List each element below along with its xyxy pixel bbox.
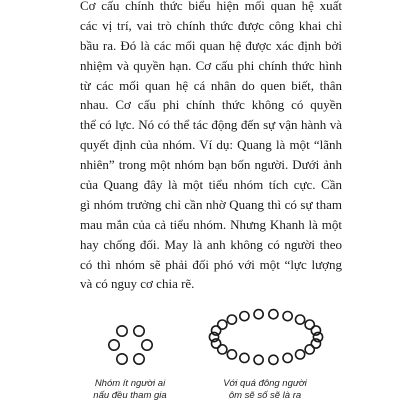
paragraph-line: từ các mối quan hệ cá nhân do quen biết, thân: [80, 77, 342, 93]
member-circle: [227, 350, 236, 359]
caption-line: nấu đều tham gia: [93, 390, 167, 400]
paragraph-line: gì nhóm trưởng chỉ cần nhờ Quang thì có sự tham: [80, 196, 342, 212]
member-circle: [305, 345, 314, 354]
paragraph-line: nhau. Cơ cấu phi chính thức không có quyền: [80, 97, 342, 113]
paragraph-line: của Quang đây là một tiểu nhóm tích cực. Cần: [80, 177, 342, 193]
paragraph-line: nhiệm và quyền hạn. Cơ cấu phi chính thức hình: [80, 57, 342, 73]
member-circle: [296, 315, 305, 324]
large-group-circles: [209, 310, 322, 365]
paragraph-line: Cơ cấu chính thức biểu hiện mối quan hệ xuất: [80, 0, 342, 13]
caption-line: Nhóm ít người ai: [94, 378, 166, 389]
member-circle: [240, 312, 249, 321]
paragraph-line: có thì nhóm sẽ phải đối phó với một “lực lượng: [80, 256, 342, 272]
member-circle: [240, 353, 249, 362]
large-group-caption: [200, 378, 330, 400]
caption-line: ôm sẽ số sẽ là ra: [228, 390, 302, 400]
paragraph-line: nhiên” trong một nhóm bạn bốn người. Dưới ảnh: [80, 157, 342, 173]
paragraph-line: thể có lực. Nó có thể tác động đến sự vận hành và: [80, 117, 342, 133]
small-group-caption: [70, 378, 190, 400]
member-circle: [269, 355, 278, 364]
member-circle: [117, 326, 127, 336]
member-circle: [254, 355, 263, 364]
member-circle: [134, 354, 144, 364]
member-circle: [117, 354, 127, 364]
member-circle: [227, 315, 236, 324]
small-group-circles: [109, 326, 152, 364]
member-circle: [283, 353, 292, 362]
paragraph-line: mau mắn của cả tiểu nhóm. Nhưng Khanh là một: [80, 216, 342, 232]
member-circle: [218, 320, 227, 329]
member-circle: [269, 310, 278, 319]
member-circle: [296, 350, 305, 359]
caption-line: Với quá đông người: [223, 378, 307, 389]
paragraph-line: hay chống đối. May là anh không có người theo: [80, 236, 342, 252]
member-circle: [134, 326, 144, 336]
member-circle: [142, 340, 152, 350]
paragraph-line: và có nguy cơ chia rẽ.: [80, 276, 195, 292]
member-circle: [254, 310, 263, 319]
member-circle: [109, 340, 119, 350]
member-circle: [283, 312, 292, 321]
paragraph-line: quyết định của nhóm. Ví dụ: Quang là một “lãnh: [80, 137, 342, 153]
paragraph-line: các vị trí, vai trò chính thức được công khai chỉ: [80, 17, 342, 33]
paragraph-line: bầu ra. Đó là các mối quan hệ được xác định bởi: [80, 37, 342, 53]
